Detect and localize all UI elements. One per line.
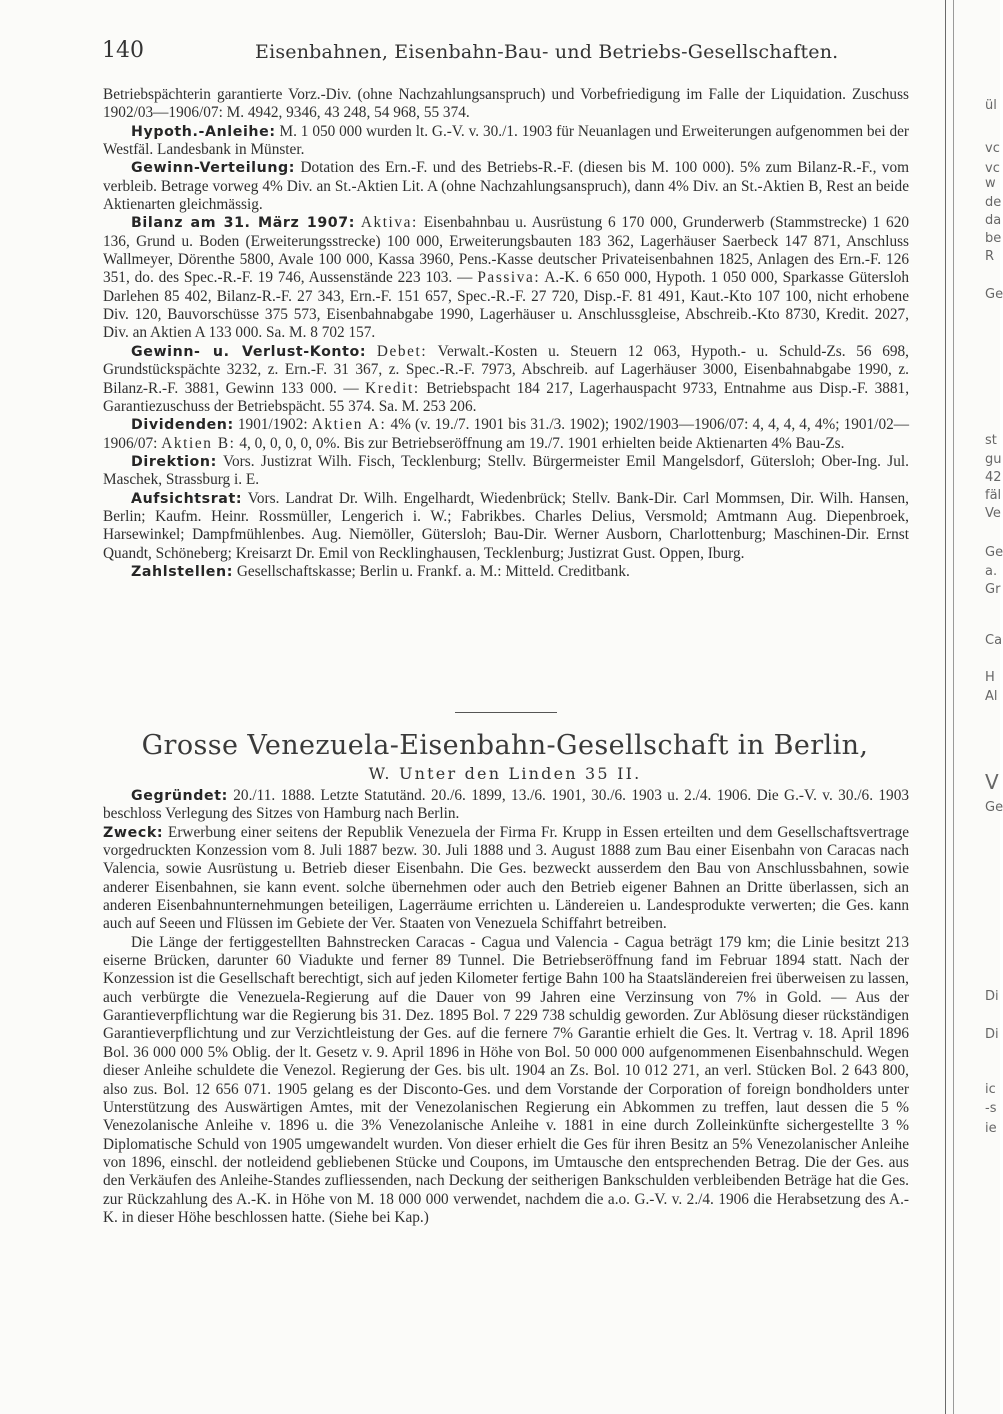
fragment: vc [985, 161, 1000, 176]
fragment: Di [985, 1027, 999, 1042]
intro-paragraph: Betriebspächterin garantierte Vorz.-Div. (ohne Nachzahlungsanspruch) und Vorbefriedigung im Falle der Liquidation. Zuschuss 1902/03—1906/07: M. 4942, 9346, 43 248, 54 968, 55 374. [103, 86, 909, 122]
fragment: fäl [985, 488, 1002, 503]
running-title: Eisenbahnen, Eisenbahn-Bau- und Betriebs-Gesellschaften. [255, 41, 839, 63]
fragment: st [985, 433, 997, 448]
section-divider [455, 712, 557, 713]
gewinn-verteilung-paragraph: Gewinn-Verteilung: Dotation des Ern.-F. und des Betriebs-R.-F. (diesen bis M. 100 000). 5% zum Bilanz-R.-F., vom verbleib. Betrage vorweg 4% Div. an St.-Aktien Lit. A (ohne Nachzahlungsanspruch), dann 4% Div. an St.-Aktien B, Rest an beide Aktienarten gleichmässig. [103, 159, 909, 214]
adjacent-page-fragments [983, 0, 1003, 1414]
fragment: Di [985, 989, 999, 1004]
entry-continuation [103, 86, 909, 581]
fragment: ie [985, 1121, 997, 1136]
company-address: W. Unter den Linden 35 II. [368, 764, 642, 783]
fragment: a. [985, 564, 998, 579]
page-edge-line [945, 0, 946, 1414]
zahlstellen-paragraph: Zahlstellen: Gesellschaftskasse; Berlin u. Frankf. a. M.: Mitteld. Creditbank. [131, 562, 630, 580]
fragment: Ve [985, 506, 1001, 521]
fragment: Ge [985, 800, 1003, 815]
fragment: ül [985, 98, 997, 113]
fragment: Al [985, 689, 998, 704]
hypoth-paragraph: Hypoth.-Anleihe: M. 1 050 000 wurden lt. G.-V. v. 30./1. 1903 für Neuanlagen und Erweiterungen aufgenommen bei der Westfäl. Landesbank in Münster. [103, 122, 909, 159]
page-number: 140 [102, 38, 144, 63]
fragment: da [985, 213, 1002, 228]
company-entry [103, 787, 909, 1227]
fragment: R [985, 249, 995, 264]
fragment: be [985, 231, 1002, 246]
fragment: Gr [985, 582, 1001, 597]
direktion-paragraph: Direktion: Vors. Justizrat Wilh. Fisch, Tecklenburg; Stellv. Bürgermeister Emil Mangelsdorf, Gütersloh; Ober-Ing. Jul. Maschek, Strassburg i. E. [103, 452, 909, 489]
fragment: w [985, 176, 996, 191]
aufsichtsrat-paragraph: Aufsichtsrat: Vors. Landrat Dr. Wilh. Engelhardt, Wiedenbrück; Stellv. Bank-Dir. Carl Mommsen, Dir. Wilh. Hansen, Berlin; Kaufm. Heinr. Rossmüller, Lengerich i. W.; Fabrikbes. Charles Delius, Versmold; Amtmann Aug. Diepenbroek, Harsewinkel; Dampfmühlenbes. Aug. Niemöller, Gütersloh; Bau-Dir. Werner Ausborn, Charlottenburg; Maschinen-Dir. Ernst Quandt, Schöneberg; Kreisarzt Dr. Emil von Recklinghausen, Tecklenburg; Justizrat Gust. Oppen, Iburg. [103, 489, 909, 562]
fragment: 42 [985, 470, 1002, 485]
fragment: de [985, 195, 1002, 210]
page-edge-shadow [953, 0, 954, 1414]
zweck-paragraph: Zweck: Erwerbung einer seitens der Republik Venezuela der Firma Fr. Krupp in Essen erteilten und dem Gesellschaftsvertrage vorgedruckten Konzession vom 8. Juli 1887 bezw. 30. Juli 1888 und 3. August 1888 zum Bau einer Eisenbahn von Caracas nach Valencia, sowie Ausrüstung u. Betrieb dieser Eisenbahn. Die Ges. bezweckt ausserdem den Bau von Anschlussbahnen, sowie anderer Eisenbahnen, sie kann event. solche übernehmen oder auch den Betrieb eigener Bahnen an Dritte überlassen, sich an anderen Eisenbahnunternehmungen beteiligen, Lagerräume errichten u. Ländereien u. Landesprodukte verwerten; die Ges. kann auch auf Seeen und Flüssen im Gebiete der Ver. Staaten von Venezuela Schiffahrt betreiben. [103, 823, 910, 933]
bahnstrecken-paragraph: Die Länge der fertiggestellten Bahnstrecken Caracas - Cagua und Valencia - Cagua beträgt 179 km; die Linie besitzt 213 eiserne Brücken, darunter 60 Viadukte und ferner 89 Tunnel. Die Betriebseröffnung fand im Februar 1894 statt. Nach der Konzession ist die Gesellschaft berechtigt, sich auf jeden Kilometer fertige Bahn 100 ha Staatsländereien frei überweisen zu lassen, auch verbürgte die Venezuela-Regierung auf die Dauer von 99 Jahren eine Verzinsung von 7% in Gold. — Aus der Garantieverpflichtung war die Regierung bis 31. Dez. 1895 Bol. 7 229 738 schuldig geworden. Zur Ablösung dieser rückständigen Garantieverpflichtung und zur Verzichtleistung der Ges. auf die fernere 7% Garantie erhielt die Ges. lt. Vertrag v. 18. April 1896 Bol. 36 000 000 5% Oblig. der lt. Gesetz v. 9. April 1896 in Höhe von Bol. 50 000 000 aufgenommenen Eisenbahnschuld. Wegen dieser Anleihe schuldete die Venezol. Regierung der Ges. bis ult. 1904 an Zs. Bol. 10 012 271, an verl. Stücken Bol. 2 643 800, also zus. Bol. 12 656 071. 1905 gelang es der Disconto-Ges. und dem Vorstande der Corporation of foreign bondholders unter Unterstützung des Auswärtigen Amtes, mit der Venezolanischen Regierung ein Abkommen zu treffen, laut dessen die 5 % Venezolanische Anleihe v. 1896 u. die 3% Venezolanische Anleihe v. 1881 in eine durch Zolleinkünfte sichergestellte 3 % Diplomatische Schuld von 1905 umgewandelt wurden. Von dieser erhielt die Ges für ihren Besitz an 5% Venezolanischer Anleihe von 1896, einschl. der notleidend gebliebenen Stücke und Coupons, im Umtausche den entsprechenden Betrag. Die der Ges. aus den Verkäufen des Anleihe-Standes zufliessenden, nach Deckung der seitherigen Bankschulden verbleibenden Beträge hat die Ges. zur Rückzahlung des A.-K. in Höhe von M. 18 000 000 verwendet, nachdem die a.o. G.-V. v. 2./4. 1906 die Herabsetzung des A.-K. in dieser Höhe beschlossen hatte. (Siehe bei Kap.) [103, 933, 909, 1226]
fragment: Ge [985, 545, 1003, 560]
dividenden-paragraph: Dividenden: 1901/1902: Aktien A: 4% (v. 19./7. 1901 bis 31./3. 1902); 1902/1903—1906/07: 4, 4, 4, 4, 4%; 1901/02—1906/07: Aktien B: 4, 0, 0, 0, 0, 0%. Bis zur Betriebseröffnung am 19./7. 1901 erhielten beide Aktienarten 4% Bau-Zs. [103, 416, 910, 452]
fragment: Ca [985, 633, 1003, 648]
fragment: H [985, 670, 995, 685]
bilanz-paragraph: Bilanz am 31. März 1907: Aktiva: Eisenbahnbau u. Ausrüstung 6 170 000, Grunderwerb (Stammstrecke) 1 620 136, Grund u. Boden (Erweiterungsstrecke) 100 000, Erweiterungsbauten 183 362, Lagerhäuser Saerbeck 147 871, Anschluss Wallmeyer, Dörenthe 5800, Avale 100 000, Kassa 3960, Pens.-Kasse deutscher Privateisenbahnen 1825, Anlagen des Ern.-F. 126 351, do. des Spec.-R.-F. 19 746, Aussenstände 223 103. — Passiva: A.-K. 6 650 000, Hypoth. 1 050 000, Sparkasse Gütersloh Darlehen 85 402, Bilanz-R.-F. 27 343, Ern.-F. 151 657, Spec.-R.-F. 27 720, Disp.-F. 81 491, Kaut.-Kto 107 100, nicht erhobene Div. 120, Bauvorschüsse 375 573, Eisenbahnabgabe 1990, Lagerhäuser u. Anschlussgleise, Abschreib.-Kto 8730, Kredit. 2027, Div. an Aktien A 133 000. Sa. M. 8 702 157. [103, 214, 910, 342]
fragment: gu [985, 452, 1002, 467]
fragment: V [985, 770, 999, 794]
gegruendet-paragraph: Gegründet: 20./11. 1888. Letzte Statutänd. 20./6. 1899, 13./6. 1901, 30./6. 1903 u. 2./4. 1906. Die G.-V. v. 30./6. 1903 beschloss Verlegung des Sitzes von Hamburg nach Berlin. [103, 787, 910, 823]
page-header [100, 36, 910, 70]
company-title: Grosse Venezuela-Eisenbahn-Gesellschaft in Berlin, [141, 730, 869, 761]
fragment: ic [985, 1082, 996, 1097]
fragment: -s [985, 1101, 997, 1116]
fragment: vc [985, 141, 1000, 156]
fragment: Ge [985, 287, 1003, 302]
guv-paragraph: Gewinn- u. Verlust-Konto: Debet: Verwalt.-Kosten u. Steuern 12 063, Hypoth.- u. Schuld-Zs. 56 698, Grundstückspächte 3232, z. Ern.-F. 31 367, z. Spec.-R.-F. 7973, Abschreib. auf Lagerhäuser 3000, Eisenbahnabgabe 1990, z. Bilanz-R.-F. 3881, Gewinn 133 000. — Kredit: Betriebspacht 184 217, Lagerhauspacht 9733, Entnahme aus Disp.-F. 3881, Garantiezuschuss der Betriebspächt. 55 374. Sa. M. 253 206. [103, 342, 910, 415]
